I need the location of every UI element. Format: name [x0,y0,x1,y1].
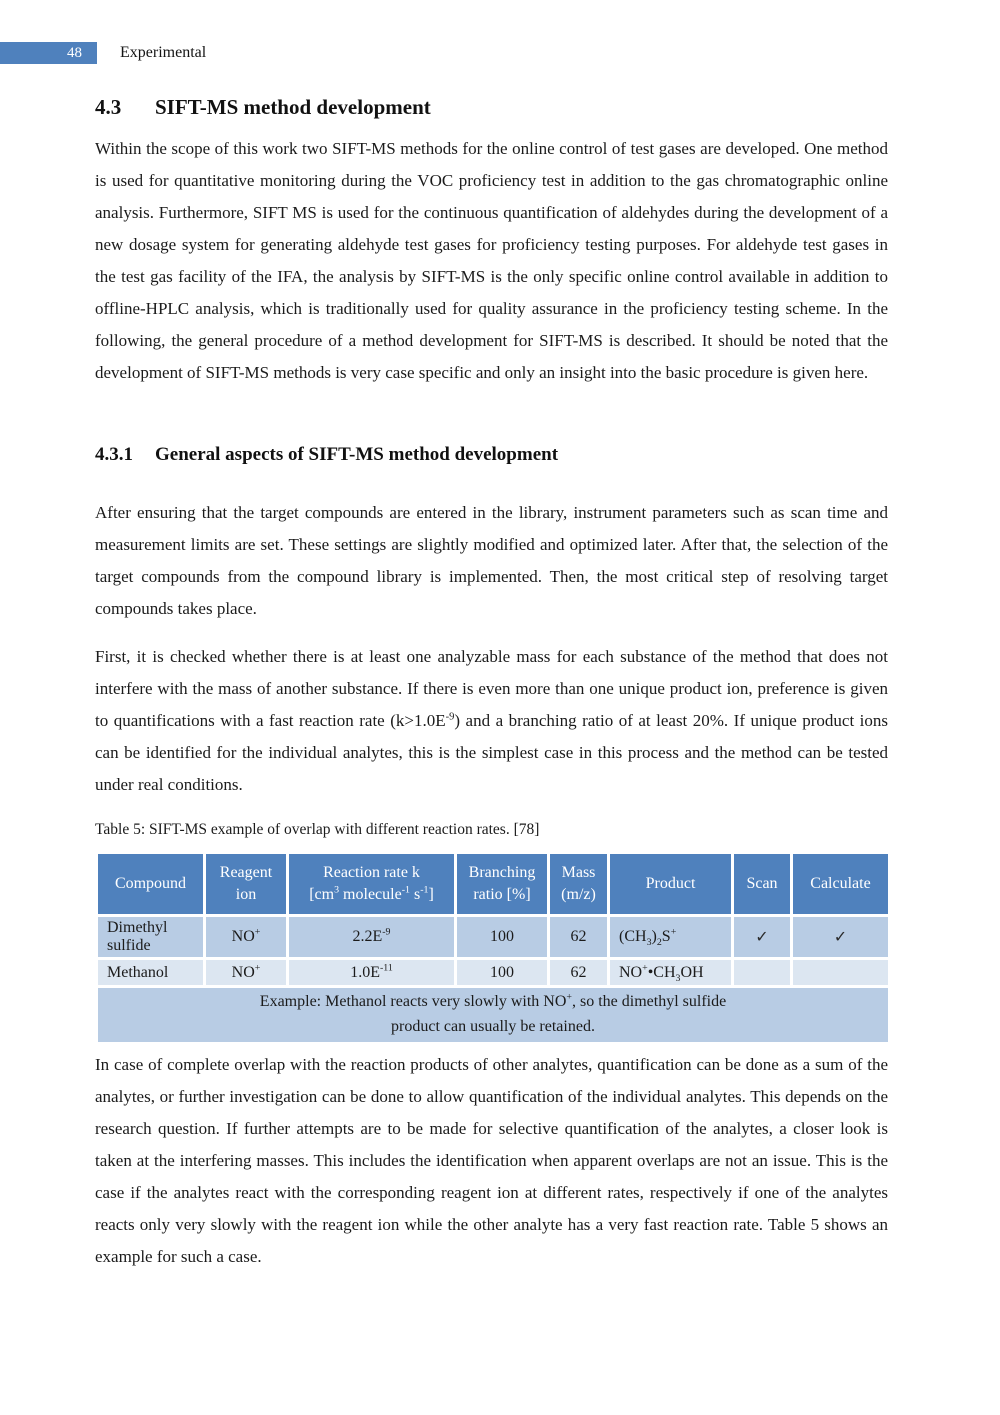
cell-branching-ratio: 100 [456,959,549,987]
subsection-number: 4.3.1 [95,444,133,465]
table-row-methanol [97,959,890,987]
column-header-product: Product [609,853,733,916]
cell-mass: 62 [549,959,609,987]
paragraph-general-aspects: After ensuring that the target compounds are entered in the library, instrument parameters such as scan time and measurement limits are set. These settings are slightly modified and optimized later. After that, the selection of the target compounds from the compound library is implemented. Then, the most critical step of resolving target compounds takes place. [95,503,888,618]
cell-product: $NO^+•CH_3OH$ [609,959,733,987]
cell-compound: Methanol [97,959,205,987]
cell-compound: Dimethyl sulfide [97,916,205,959]
page-header-bar [0,42,97,64]
cell-scan-empty [733,959,792,987]
table-note-row [97,987,890,1044]
cell-product: $(CH_3)_2S^+$ [609,916,733,959]
checkmark-calculate: ✓ [792,916,890,959]
table-note: Example: Methanol reacts very slowly with NO+, so the dimethyl sulfide product can usually be retained. [97,987,890,1044]
paragraph-overlap: In case of complete overlap with the reaction products of other analytes, quantification can be done as a sum of the analytes, or further investigation can be done to allow quantification of the individual analytes. This depends on the research question. If further attempts are to be made for selective quantification of the analytes, a closer look is taken at the interfering masses. This includes the identification when apparent overlaps are not an issue. This is the case if the analytes react with the corresponding reagent ion at different rates, respectively if one of the analytes reacts only very slowly with the reagent ion while the other analyte has a very fast reaction rate. Table 5 shows an example for such a case. [95,1055,888,1266]
column-header-mass: Mass (m/z) [549,853,609,916]
column-header-reagent-ion: Reagent ion [205,853,288,916]
table-header-row [97,853,890,916]
subsection-title: General aspects of SIFT-MS method development [155,444,559,465]
section-heading [95,95,888,120]
running-header-title: Experimental [120,44,207,61]
column-header-compound: Compound [97,853,205,916]
cell-reaction-rate: $1.0E^{-11}$ [288,959,456,987]
checkmark-scan: ✓ [733,916,792,959]
column-header-scan: Scan [733,853,792,916]
cell-reaction-rate: $2.2E^{-9}$ [288,916,456,959]
paragraph-unique-ions: First, it is checked whether there is at least one analyzable mass for each substance of the method that does not interfere with the mass of another substance. If there is even more than one unique product ion, preference is given to quantifications with a fast reaction rate $(k>1.0E^{-9})$ and a branching ratio of at least 20%. If unique product ions can be identified for the individual analytes, this is the simplest case in this process and the method can be tested under real conditions. [95,647,889,794]
cell-mass: 62 [549,916,609,959]
page-number: 48 [67,45,82,61]
section-title: SIFT-MS method development [155,95,431,119]
column-header-branching-ratio: Branching ratio [%] [456,853,549,916]
cell-branching-ratio: 100 [456,916,549,959]
table-5 [95,851,891,1045]
cell-calculate-empty [792,959,890,987]
page-content [95,0,888,1415]
subsection-heading [95,444,888,466]
paragraph-intro: Within the scope of this work two SIFT-MS methods for the online control of test gases are developed. One method is used for quantitative monitoring during the VOC proficiency test in addition to the gas chromatographic online analysis. Furthermore, SIFT MS is used for the continuous quantification of aldehydes during the development of a new dosage system for generating aldehyde test gases for proficiency testing purposes. For aldehyde test gases in the test gas facility of the IFA, the analysis by SIFT-MS is the only specific online control available in addition to offline-HPLC analysis, which is traditionally used for quality assurance in the proficiency testing scheme. In the following, the general procedure of a method development for SIFT-MS is described. It should be noted that the development of SIFT-MS methods is very case specific and only an insight into the basic procedure is given here. [95,139,888,382]
cell-reagent-ion: NO+ [205,959,288,987]
column-header-calculate: Calculate [792,853,890,916]
cell-reagent-ion: NO+ [205,916,288,959]
table-caption: Table 5: SIFT-MS example of overlap with different reaction rates. [78] [95,821,540,838]
column-header-reaction-rate: Reaction rate k [$cm^3$ molecule$^{-1}$ $s^{-1}$] [288,853,456,916]
section-number: 4.3 [95,95,122,119]
table-row-dimethyl-sulfide [97,916,890,959]
